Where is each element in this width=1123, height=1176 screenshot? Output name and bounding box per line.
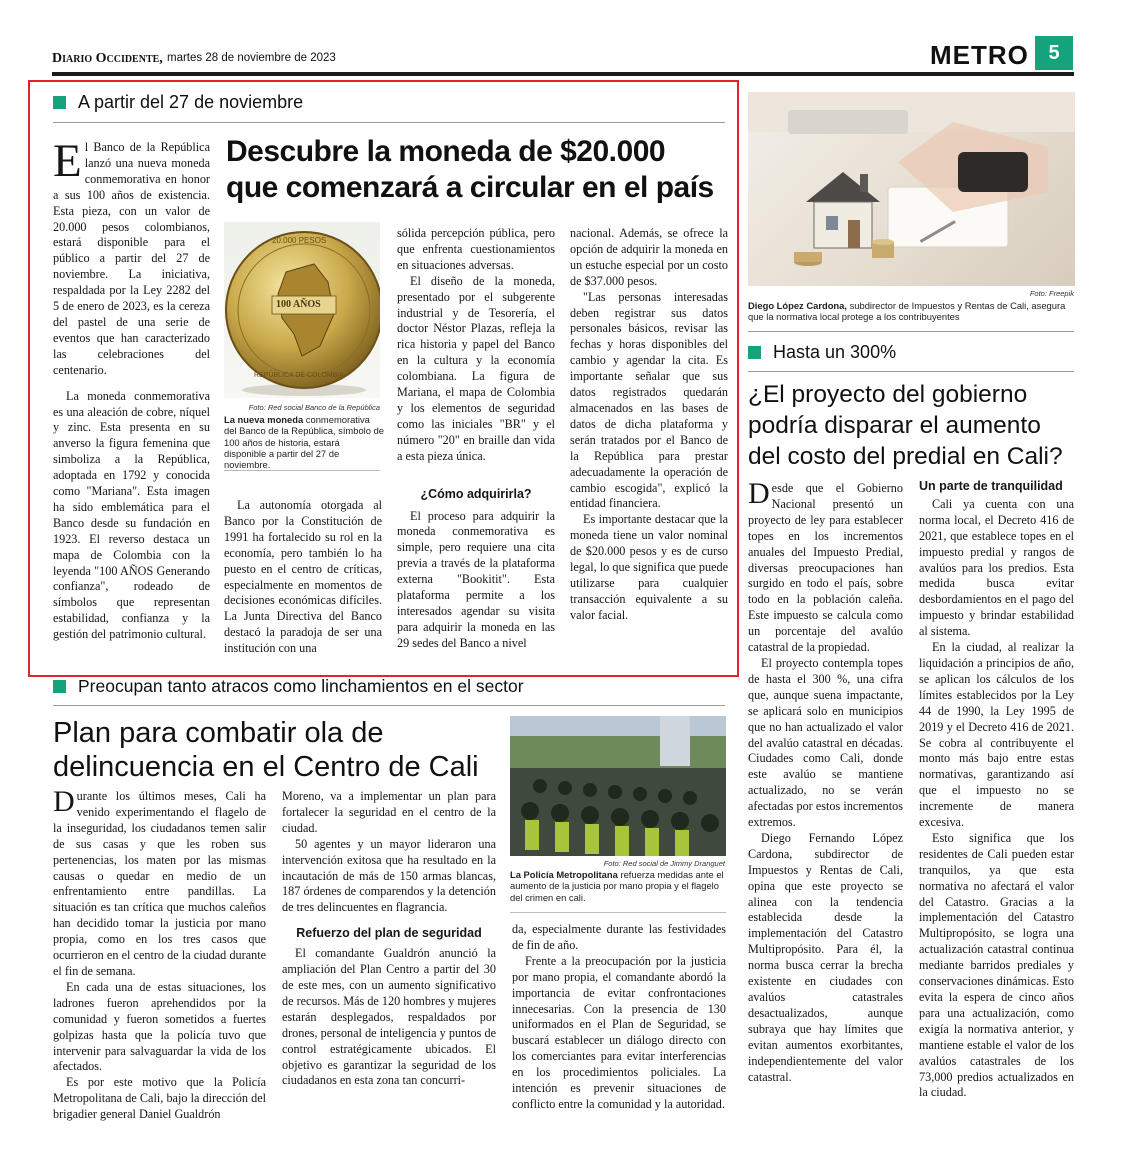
coin-paragraph: La moneda conmemorativa es una aleación de cobre, níquel y zinc. Esta presenta en su anverso la figura femenina que simboliza a la República, adoptada en 1792 y conocida como "Mariana". Esta imagen ha sido emblemática para el Banco desde su fundación en 1923. El reverso destaca un mapa de Colombia con la leyenda "100 AÑOS Generando confianza", rodeado de símbolos que representan estabilidad, confianza y la gestión del patrimonio cultural. — [53, 388, 210, 642]
paragraph-text: esde que el Gobierno Nacional presentó un proyecto de ley para establecer topes en los incrementos anuales del Impuesto Predial, diversas preocupaciones han surgido en todo el país, sobre todo en la población caleña. Este impuesto se calcula como un porcentaje del avalúo catastral de la propiedad. — [748, 481, 903, 655]
page-number-badge: 5 — [1035, 36, 1073, 70]
predial-subhead: Un parte de tranquilidad — [919, 479, 1063, 493]
crime-col-3 — [512, 922, 726, 1127]
predial-headline: ¿El proyecto del gobierno podría disparar el aumento del costo del predial en Cali? — [748, 381, 1063, 470]
masthead — [52, 40, 1074, 74]
predial-paragraph: El proyecto contempla topes de hasta el 300 %, una cifra que, aunque suena impactante, se aplicará solo en municipios que no han actualizado el valor del avalúo catastral en décadas. Ciudades como Cali, donde este avalúo se mantiene actualizado, no se verán afectadas por estos incrementos extremos. — [748, 655, 903, 830]
predial-paragraph: Cali ya cuenta con una norma local, el Decreto 416 de 2021, que establece topes en el impuesto predial y rangos de avalúos para los predios. Esta medida busca evitar desbordamientos en el pago del impuesto y brindar estabilidad al sistema. — [919, 496, 1074, 639]
crime-paragraph: Frente a la preocupación por la justicia por mano propia, el comandante abordó la importancia de evitar confrontaciones innecesarias. Con la presencia de 130 uniformados en el Plan de Seguridad, se buscará establecer un diálogo directo con los comerciantes para evitar interferencias en los procedimientos policiales. La intención es prevenir situaciones de conflicto entre la comunidad y la autoridad. — [512, 953, 726, 1111]
crime-headline — [53, 716, 503, 784]
predial-paragraph: En la ciudad, al realizar la liquidación a principios de año, se aplican los cálculos de los límites establecidos por la Ley 44 de 1990, la Ley 1995 de 2019 y el Decreto 416 de 2021. Se cobra al contribuyente el monto más bajo entre estas normativas, garantizando así que el impuesto no se incremente de manera excesiva. — [919, 640, 1074, 830]
crime-kicker-rule — [53, 705, 725, 706]
coin-text-top: 20.000 PESOS — [272, 236, 327, 245]
coin-col-2 — [224, 498, 382, 670]
drop-cap: E — [53, 140, 82, 187]
house-caption — [748, 300, 1076, 323]
caption-text: refuerza medidas ante el aumento de la justicia por mano propia y el flagelo del crimen en cali. — [510, 869, 724, 903]
caption-text: subdirector de Impuestos y Rentas de Cali, asegura que la normativa local protege a los contribuyentes — [748, 300, 1066, 323]
crime-paragraph: 50 agentes y un mayor lideraron una intervención exitosa que ha resultado en la incautación de más de 150 armas blancas, 187 órdenes de comparendos y la detención de tres delincuentes en flagrancia. — [282, 836, 496, 915]
coin-headline — [226, 134, 726, 206]
coin-col-1 — [53, 140, 210, 660]
police-formation-illustration — [510, 716, 726, 856]
house-caption-rule — [748, 331, 1074, 332]
issue-date: martes 28 de noviembre de 2023 — [167, 52, 336, 64]
headline-line-1: Descubre la moneda de $20.000 — [226, 135, 666, 168]
coin-paragraph: nacional. Además, se ofrece la opción de adquirir la moneda en un estuche especial por un costo de $37.000 pesos. — [570, 226, 728, 288]
predial-paragraph — [748, 481, 903, 656]
police-photo — [510, 716, 726, 856]
house-photo-credit: Foto: Freepik — [1029, 289, 1074, 298]
coin-photo-credit: Foto: Red social Banco de la República — [248, 403, 380, 412]
coin-col-4 — [570, 226, 728, 672]
coin-paragraph: Es importante destacar que la moneda tiene un valor nominal de $20.000 pesos y es de curso legal, lo que significa que puede utilizarse para cualquier transacción equivalente a su valor facial. — [570, 512, 728, 622]
paragraph-text: l Banco de la República lanzó una nueva moneda conmemorativa en honor a sus 100 años de existencia. Esta pieza, con un valor de 20.000 pesos colombianos, estará disponible para el público a partir del 27 de noviembre. La iniciativa, respaldada por la Ley 2282 del 5 de enero de 2023, es la cereza del pastel de una serie de eventos que han caracterizado las celebraciones del centenario. — [53, 140, 210, 377]
coin-caption-rule — [224, 470, 380, 471]
drop-cap: D — [748, 481, 770, 510]
coin-text-mid: 100 AÑOS — [276, 299, 321, 310]
drop-cap: D — [53, 789, 75, 818]
coin-paragraph: El diseño de la moneda, presentado por el subgerente industrial y de Tesorería, el doctor Néstor Plazas, refleja la rica historia y papel del Banco en la cultura y la economía colombiana. La figura de Mariana, el mapa de Colombia y los elementos de seguridad como las iniciales "BR" y el número "20" en braille dan vida a esta pieza única. — [397, 273, 555, 463]
coin-kicker — [53, 92, 303, 112]
predial-paragraph: Esto significa que los residentes de Cali pueden estar tranquilos, ya que esta normativa no afectará el valor del Catastro. Gracias a la implementación del Catastro Multipropósito, se logra una actualización catastral continua mediante barridos prediales y conservaciones dinámicas. Esto evita la espera de cinco años para una actualización, como exigía la normativa anterior, y mantiene estable el valor de los avalúos catastrales de los 73,000 predios actualizados en la ciudad. — [919, 830, 1074, 1100]
crime-col-2 — [282, 789, 496, 1127]
coin-photo — [224, 222, 380, 398]
coin-kicker-rule — [53, 122, 725, 123]
kicker-text: A partir del 27 de noviembre — [78, 91, 304, 112]
kicker-square-icon — [53, 680, 66, 693]
caption-bold: Diego López Cardona, — [748, 300, 847, 311]
crime-paragraph: El comandante Gualdrón anunció la ampliación del Plan Centro a partir del 30 de este mes, con un aumento significativo de recursos. Más de 120 hombres y mujeres estarán desplegados, respaldados por drones, personal de inteligencia y puntos de control estratégicamente ubicados. El objetivo es garantizar la seguridad de los ciudadanos en esta zona tan concurri- — [282, 946, 496, 1088]
kicker-square-icon — [748, 346, 761, 359]
masthead-rule — [52, 72, 1074, 76]
coin-subhead: ¿Cómo adquirirla? — [420, 486, 532, 501]
section-title: METRO — [930, 40, 1029, 70]
coin-paragraph — [53, 140, 210, 379]
coin-paragraph: La autonomía otorgada al Banco por la Constitución de 1991 ha fortalecido su rol en la economía, pero también lo ha puesto en el centro de críticas, especialmente en momentos de decisiones económicas difíciles. La Junta Directiva del Banco destacó la paradoja de ser una institución con una — [224, 498, 382, 656]
coin-text-bottom: REPÚBLICA DE COLOMBIA — [254, 372, 344, 379]
police-photo-credit: Foto: Red social de Jimmy Dranguet — [603, 859, 725, 868]
caption-bold: La nueva moneda — [224, 414, 304, 425]
kicker-square-icon — [53, 96, 66, 109]
caption-text: conmemorativa del Banco de la República, símbolo de 100 años de historia, estará disponible a partir del 27 de noviembre. — [224, 414, 384, 471]
house-and-coins-illustration — [748, 92, 1075, 286]
crime-paragraph: Moreno, va a implementar un plan para fortalecer la seguridad en el centro de la ciudad. — [282, 789, 496, 835]
headline-line-2: delincuencia en el Centro de Cali — [53, 751, 479, 783]
kicker-text: Hasta un 300% — [773, 341, 897, 362]
coin-paragraph: El proceso para adquirir la moneda conmemorativa es simple, pero requiere una cita previa a través de la plataforma externa "Bookitit". Esta plataforma permite a los interesados agendar su visita para adquirir la moneda en las 29 sedes del Banco a nivel — [397, 508, 555, 650]
newspaper-name: Diario Occidente, — [52, 51, 163, 66]
crime-kicker — [53, 676, 524, 696]
predial-kicker — [748, 342, 896, 362]
crime-paragraph — [53, 789, 266, 980]
coin-col-3 — [397, 226, 555, 672]
house-photo — [748, 92, 1075, 286]
coin-paragraph: "Las personas interesadas deben registrar sus datos personales básicos, revisar las fechas y horas disponibles del cambio y agendar la cita. Es importante señalar que sus datos registrados quedarán almacenados en las bases de datos de dicha plataforma y serán tratados por el Banco de la República para prestar adecuadamente la operación de cambio escogida", explicó la entidad financiera. — [570, 289, 728, 511]
predial-paragraph: Diego Fernando López Cardona, subdirector de Impuestos y Rentas de Cali, opina que este proyecto se alinea con la tendencia establecida desde la implementación del Catastro Multipropósito. Para él, la norma busca cerrar la brecha existente en ciudades con avalúos catastrales desactualizados, aunque subraya que hay límites que evitan aumentos exorbitantes, independientemente del valor catastral. — [748, 830, 903, 1084]
crime-paragraph: En cada una de estas situaciones, los ladrones fueron aprehendidos por la comunidad y fueron sometidos a fuertes golpizas hasta que la policía tuvo que intervenir para salvaguardar la vida de los afectados. — [53, 979, 266, 1074]
kicker-text: Preocupan tanto atracos como linchamientos en el sector — [78, 675, 524, 696]
paragraph-text: urante los últimos meses, Cali ha venido experimentando el flagelo de la inseguridad, los ciudadanos temen salir de sus casas y que les roben sus pertenencias, los maten por las mismas causas o quedar en medio de un enfrentamiento entre pandillas. La situación es tan crítica que muchos caleños han decidido tomar la justicia por mano propia, como en los tres casos que ocurrieron en el centro de la ciudad durante el fin de semana. — [53, 789, 266, 978]
police-caption-rule — [510, 912, 726, 913]
coin-paragraph: sólida percepción pública, pero que enfrenta cuestionamientos en situaciones adversas. — [397, 226, 555, 272]
predial-col-2 — [919, 479, 1074, 1124]
predial-col-1 — [748, 481, 903, 1121]
headline-line-1: Plan para combatir ola de — [53, 717, 384, 749]
predial-kicker-rule — [748, 371, 1074, 372]
caption-bold: La Policía Metropolitana — [510, 869, 618, 880]
crime-paragraph: Es por este motivo que la Policía Metropolitana de Cali, bajo la dirección del brigadier general Daniel Gualdrón — [53, 1075, 266, 1122]
crime-subhead: Refuerzo del plan de seguridad — [296, 926, 482, 941]
crime-paragraph: da, especialmente durante las festividades de fin de año. — [512, 922, 726, 952]
police-caption — [510, 869, 728, 903]
crime-col-1 — [53, 789, 266, 1127]
headline-line-2: que comenzará a circular en el país — [226, 171, 714, 204]
coin-caption — [224, 414, 384, 470]
